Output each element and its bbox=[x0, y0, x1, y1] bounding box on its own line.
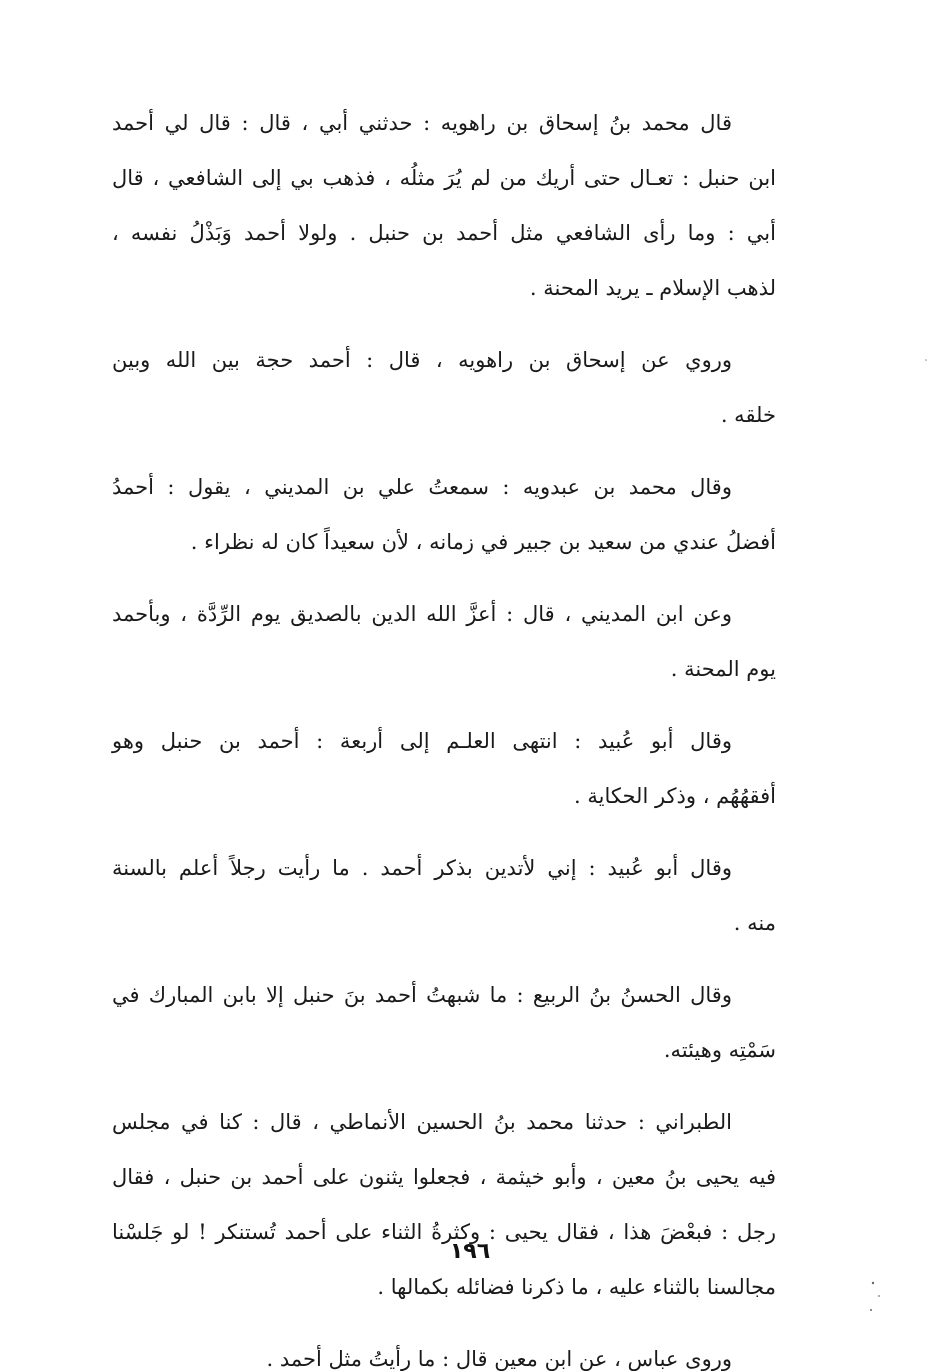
paragraph-line: سَمْتِه وهيئته. bbox=[663, 1038, 776, 1062]
paragraph-2 bbox=[112, 333, 776, 443]
paragraph-8 bbox=[112, 1095, 776, 1315]
paragraph-line: وقال محمد بن عبدويه : سمعتُ علي بن المديني ، يقول : أحمدُ bbox=[112, 475, 732, 499]
paragraph-5 bbox=[112, 714, 776, 824]
paragraph-7 bbox=[112, 968, 776, 1078]
paragraph-line: فيه يحيى بنُ معين ، وأبو خيثمة ، فجعلوا يثنون على أحمد بن حنبل ، فقال bbox=[112, 1165, 776, 1189]
paragraph-line: وعن ابن المديني ، قال : أعزَّ الله الدين بالصديق يوم الرِّدَّة ، وبأحمد bbox=[112, 602, 732, 626]
paragraph-line: وروي عن إسحاق بن راهويه ، قال : أحمد حجة بين الله وبين bbox=[112, 348, 732, 372]
paragraph-line: أبي : وما رأى الشافعي مثل أحمد بن حنبل . ولولا أحمد وَبَذْلُ نفسه ، bbox=[112, 221, 776, 245]
page-number: ١٩٦ bbox=[449, 1239, 491, 1264]
paragraph-line: وقال الحسنُ بنُ الربيع : ما شبهتُ أحمد بنَ حنبل إلا بابن المبارك في bbox=[112, 983, 732, 1007]
paragraph-4 bbox=[112, 587, 776, 697]
paragraph-line: ابن حنبل : تعـال حتى أريك من لم يُرَ مثلُه ، فذهب بي إلى الشافعي ، قال bbox=[112, 166, 776, 190]
paragraph-line: لذهب الإسلام ـ يريد المحنة . bbox=[529, 276, 776, 300]
paragraph-line: أفقهُهُم ، وذكر الحكاية . bbox=[574, 784, 776, 808]
paragraph-9 bbox=[112, 1332, 776, 1371]
paragraph-line: وقال أبو عُبيد : إني لأتدين بذكر أحمد . ما رأيت رجلاً أعلم بالسنة bbox=[112, 856, 732, 880]
paragraph-line: يوم المحنة . bbox=[670, 657, 776, 681]
paragraph-6 bbox=[112, 841, 776, 951]
paragraph-1 bbox=[112, 96, 776, 316]
page-text-body bbox=[112, 96, 776, 1371]
paragraph-3 bbox=[112, 460, 776, 570]
paragraph-line: خلقه . bbox=[720, 403, 776, 427]
paragraph-line: وروى عباس ، عن ابن معين قال : ما رأيتُ مثل أحمد . bbox=[266, 1347, 732, 1371]
paragraph-line: الطبراني : حدثنا محمد بنُ الحسين الأنماطي ، قال : كنا في مجلس bbox=[112, 1110, 732, 1134]
paragraph-line: مجالسنا بالثناء عليه ، ما ذكرنا فضائله بكمالها . bbox=[377, 1275, 776, 1299]
paragraph-line: قال محمد بنُ إسحاق بن راهويه : حدثني أبي ، قال : قال لي أحمد bbox=[112, 111, 732, 135]
paragraph-line: وقال أبو عُبيد : انتهى العلـم إلى أربعة : أحمد بن حنبل وهو bbox=[112, 729, 732, 753]
paragraph-line: منه . bbox=[733, 911, 776, 935]
paragraph-line: رجل : فبعْضَ هذا ، فقال يحيى : وكثرةُ الثناء على أحمد تُستنكر ! لو جَلسْنا bbox=[112, 1220, 776, 1244]
paragraph-line: أفضلُ عندي من سعيد بن جبير في زمانه ، لأن سعيداً كان له نظراء . bbox=[190, 530, 776, 554]
